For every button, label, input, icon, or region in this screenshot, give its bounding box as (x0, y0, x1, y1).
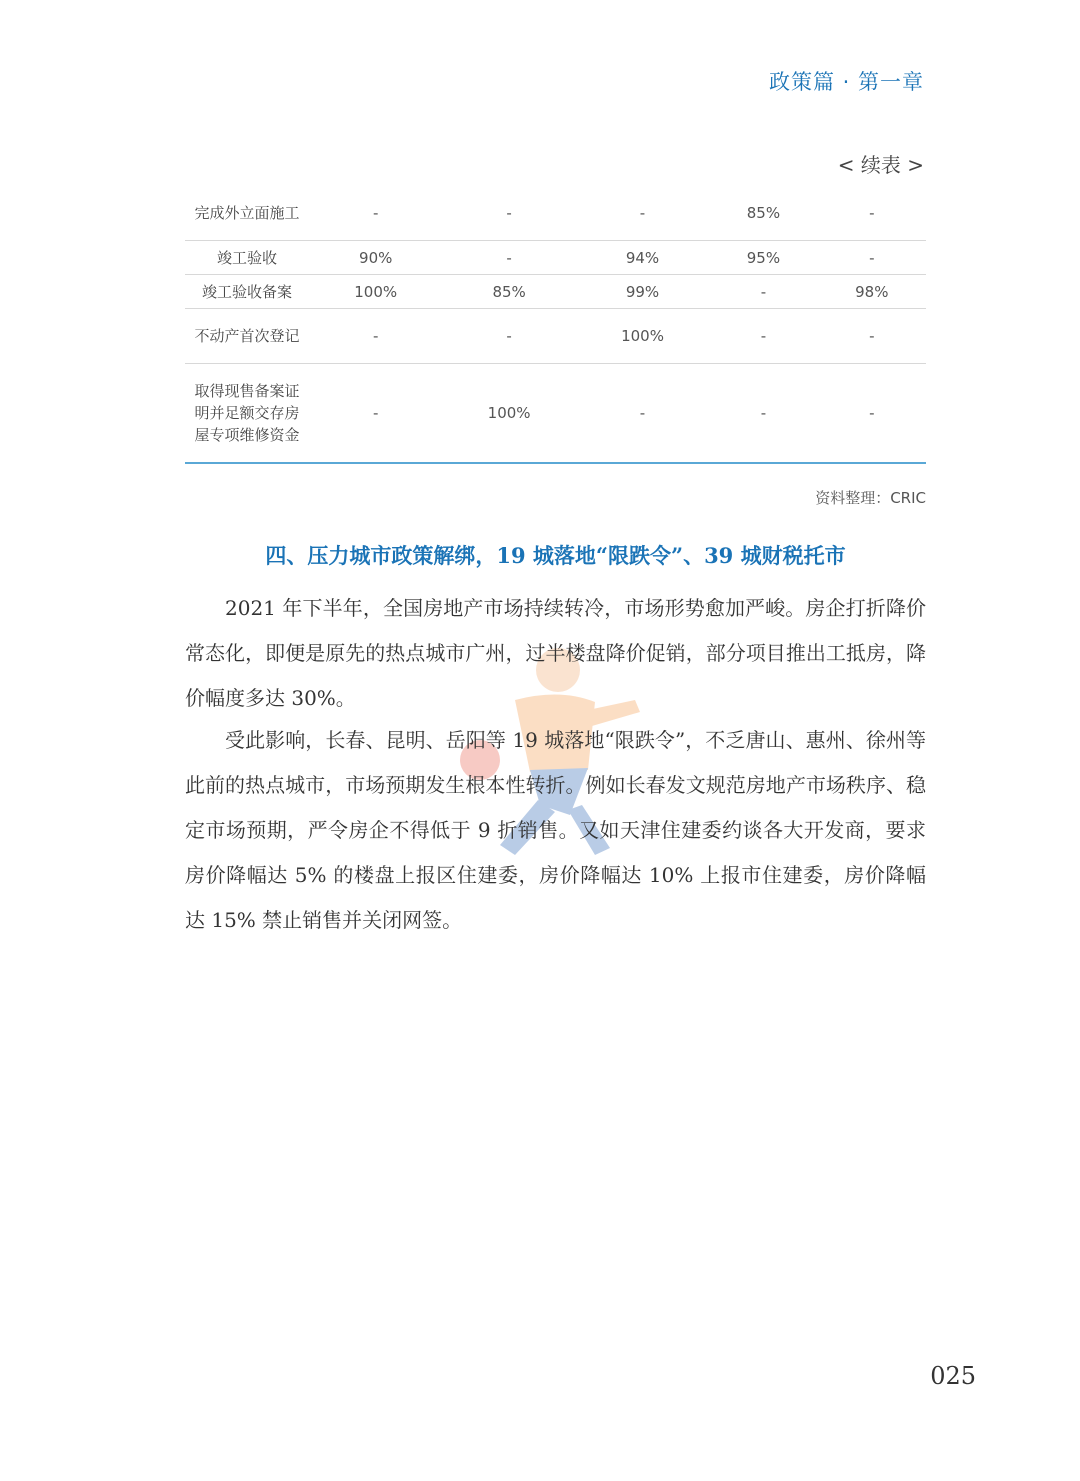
body-paragraph: 2021 年下半年，全国房地产市场持续转冷，市场形势愈加严峻。房企打折降价常态化，即便是原先的热点城市广州，过半楼盘降价促销，部分项目推出工抵房，降价幅度多达 30%。 (185, 596, 926, 710)
table-cell: - (709, 364, 817, 464)
chapter-header: 政策篇 · 第一章 (768, 70, 924, 94)
source-note: 资料整理：CRIC (815, 489, 926, 507)
table-row (185, 275, 926, 309)
row-label: 取得现售备案证明并足额交存房屋专项维修资金 (185, 364, 309, 464)
table-cell: - (818, 241, 926, 275)
row-label: 完成外立面施工 (185, 186, 309, 241)
table-cell: - (442, 241, 575, 275)
table-row (185, 186, 926, 241)
table-cell: - (818, 186, 926, 241)
row-label: 不动产首次登记 (185, 309, 309, 364)
table-cell: 94% (576, 241, 709, 275)
table-cell: - (576, 186, 709, 241)
table-cell: 85% (709, 186, 817, 241)
table-row (185, 309, 926, 364)
row-label: 竣工验收 (185, 241, 309, 275)
table-cell: 98% (818, 275, 926, 309)
table-cell: - (309, 186, 442, 241)
table-cell: - (818, 364, 926, 464)
table-cell: - (442, 186, 575, 241)
section-heading: 四、压力城市政策解绑，19 城落地“限跌令”、39 城财税托市 (265, 543, 846, 568)
table-cell: - (709, 309, 817, 364)
table-cell: 100% (442, 364, 575, 464)
progress-table (185, 186, 926, 464)
table-cell: 100% (576, 309, 709, 364)
table-cell: - (309, 364, 442, 464)
table-cell: - (576, 364, 709, 464)
table-row (185, 241, 926, 275)
progress-table-grid (185, 186, 926, 464)
table-cell: - (818, 309, 926, 364)
table-cell: 95% (709, 241, 817, 275)
body-paragraph: 受此影响，长春、昆明、岳阳等 19 城落地“限跌令”，不乏唐山、惠州、徐州等此前的热点城市，市场预期发生根本性转折。例如长春发文规范房地产市场秩序、稳定市场预期，严令房企不得低于 9 折销售。又如天津住建委约谈各大开发商，要求房价降幅达 5% 的楼盘上报区住建委，房价降幅达 10% 上报市住建委，房价降幅达 15% 禁止销售并关闭网签。 (185, 728, 926, 932)
row-label: 竣工验收备案 (185, 275, 309, 309)
table-row (185, 364, 926, 464)
table-cell: - (309, 309, 442, 364)
table-cell: 99% (576, 275, 709, 309)
table-cell: - (709, 275, 817, 309)
table-cell: - (442, 309, 575, 364)
table-continued-label: < 续表 > (837, 153, 924, 177)
table-cell: 100% (309, 275, 442, 309)
page-number: 025 (930, 1362, 976, 1390)
table-cell: 90% (309, 241, 442, 275)
table-cell: 85% (442, 275, 575, 309)
